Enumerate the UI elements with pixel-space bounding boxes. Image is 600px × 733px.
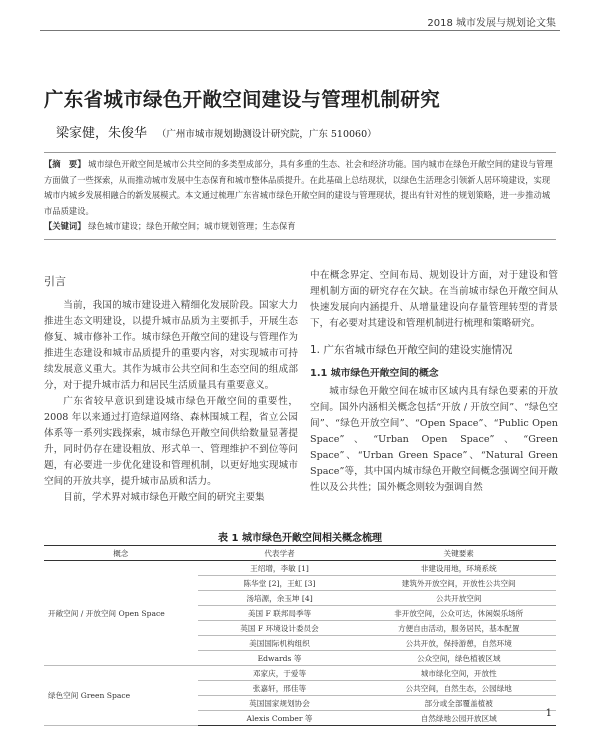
- running-header: 2018 城市发展与规划论文集: [427, 18, 556, 29]
- key-elements-cell: 公共开放，保持游憩，自然环境: [361, 636, 556, 651]
- key-elements-cell: 非开放空间，公众可达，休闲娱乐场所: [361, 606, 556, 621]
- scholar-cell: Edwards 等: [198, 651, 362, 666]
- right-column: [310, 268, 558, 496]
- category-cell: 绿色空间 Green Space: [44, 666, 198, 726]
- paragraph: 广东省较早意识到建设城市绿色开敞空间的重要性，2008 年以来通过打造绿道网络、森林围城工程，省立公园体系等一系列实践探索，城市绿色开敞空间供给数量显著提升，同时仍存在建设粗放、形式单一、管理维护不到位等问题，有必要进一步优化建设和管理机制，以更好地实现城市空间的开放共享，提升城市品质和活力。: [44, 396, 298, 487]
- table-header-cell: 代表学者: [198, 546, 362, 561]
- key-elements-cell: 城市绿化空间，开放性: [361, 666, 556, 681]
- key-elements-cell: 非建设用地，环境系统: [361, 561, 556, 576]
- section-heading-1: 1. 广东省城市绿色开敞空间的建设实施情况: [310, 344, 513, 356]
- author-line: [56, 122, 377, 141]
- table-row: [44, 666, 556, 681]
- category-cell: 开敞空间 / 开放空间 Open Space: [44, 561, 198, 666]
- table-header-cell: 关键要素: [361, 546, 556, 561]
- scholar-cell: 陈华堂 [2]，王虹 [3]: [198, 576, 362, 591]
- paper-title: 广东省城市绿色开敞空间建设与管理机制研究: [44, 88, 441, 111]
- key-elements-cell: 建筑外开放空间，开放性公共空间: [361, 576, 556, 591]
- paragraph: 目前，学术界对城市绿色开敞空间的研究主要集: [63, 492, 265, 503]
- key-elements-cell: 公共开放空间: [361, 591, 556, 606]
- scholar-cell: 邓家庆，于爱等: [198, 666, 362, 681]
- concept-table: [44, 545, 556, 726]
- paragraph: 中在概念界定、空间布局、规划设计方面，对于建设和管理机制方面的研究存在欠缺。在当前城市绿色开敞空间从快速发展向内涵提升、从增量建设向存量管理转型的背景下，有必要对其建设和管理机制进行梳理和策略研究。: [310, 270, 558, 329]
- paragraph: 当前，我国的城市建设进入精细化发展阶段。国家大力推进生态文明建设，以提升城市品质为主要抓手，开展生态修复、城市修补工作。城市绿色开敞空间的建设与管理作为推进生态建设和城市品质提升的重要内容，对实现城市可持续发展意义重大。其作为城市公共空间和生态空间的组成部分，对于提升城市活力和居民生活质量具有重要意义。: [44, 300, 298, 391]
- section-heading-intro: 引言: [44, 275, 66, 288]
- key-elements-cell: 公众空间，绿色植被区域: [361, 651, 556, 666]
- paragraph: 城市绿色开敞空间在城市区域内具有绿色要素的开放空间。国外内涵相关概念包括“开放 / 开放空间”、“绿色空间”、“绿色开放空间”、“Open Space”、“Public Open Space”、“Urban Open Space”、“Green Space”、“Urban Green Space”、“Natural Green Space”等，其中国内城市绿色开敞空间概念强调空间开敞性以及公共性；国外概念则较为强调自然: [310, 386, 558, 493]
- key-elements-cell: 公共空间，自然生态，公园绿地: [361, 681, 556, 696]
- scholar-cell: 美国 F 联邦局季等: [198, 606, 362, 621]
- abstract-label: 【摘 要】: [44, 159, 86, 169]
- scholar-cell: 汤培源，余玉坤 [4]: [198, 591, 362, 606]
- author-affiliation: （广州市城市规划勘测设计研究院，广东 510060）: [156, 129, 377, 140]
- scholar-cell: 英国国家规划协会: [198, 696, 362, 711]
- scholar-cell: 英国 F 环境设计委员会: [198, 621, 362, 636]
- author-names: 梁家健，朱俊华: [56, 126, 148, 141]
- scholar-cell: 张嘉轩，邢佳等: [198, 681, 362, 696]
- keywords-text: 绿色城市建设；绿色开敞空间；城市规划管理；生态保育: [88, 221, 296, 231]
- table-header-row: [44, 546, 556, 561]
- header-rule: [40, 30, 560, 31]
- key-elements-cell: 方便自由活动，服务居民，基本配置: [361, 621, 556, 636]
- table-row: [44, 561, 556, 576]
- abstract-block: [44, 152, 556, 240]
- scholar-cell: Alexis Comber 等: [198, 711, 362, 726]
- scholar-cell: 王绍增，李敏 [1]: [198, 561, 362, 576]
- left-column: [44, 274, 298, 506]
- keywords: [44, 219, 556, 235]
- page-number: 1: [545, 708, 552, 719]
- key-elements-cell: 自然绿地公园开放区域: [361, 711, 556, 726]
- table-header-cell: 概念: [44, 546, 198, 561]
- keywords-label: 【关键词】: [44, 221, 86, 231]
- key-elements-cell: 部分或全部覆盖植被: [361, 696, 556, 711]
- table-title: 表 1 城市绿色开敞空间相关概念梳理: [218, 533, 382, 544]
- abstract: [44, 157, 556, 219]
- scholar-cell: 美国国际机构组织: [198, 636, 362, 651]
- section-heading-1-1: 1.1 城市绿色开敞空间的概念: [310, 368, 439, 379]
- abstract-text: 城市绿色开敞空间是城市公共空间的多类型成部分，具有多重的生态、社会和经济功能。国内城市在绿色开敞空间的建设与管理方面做了一些探索，从而推动城市发展中生态保育和城市整体品质提升。在此基础上总结现状，以绿色生活理念引领新人居环境建设，实现城市内城乡发展相融合的新发展模式。本文通过梳理广东省城市绿色开敞空间的建设与管理现状，提出有针对性的规划策略，进一步推动城市品质建设。: [44, 159, 553, 216]
